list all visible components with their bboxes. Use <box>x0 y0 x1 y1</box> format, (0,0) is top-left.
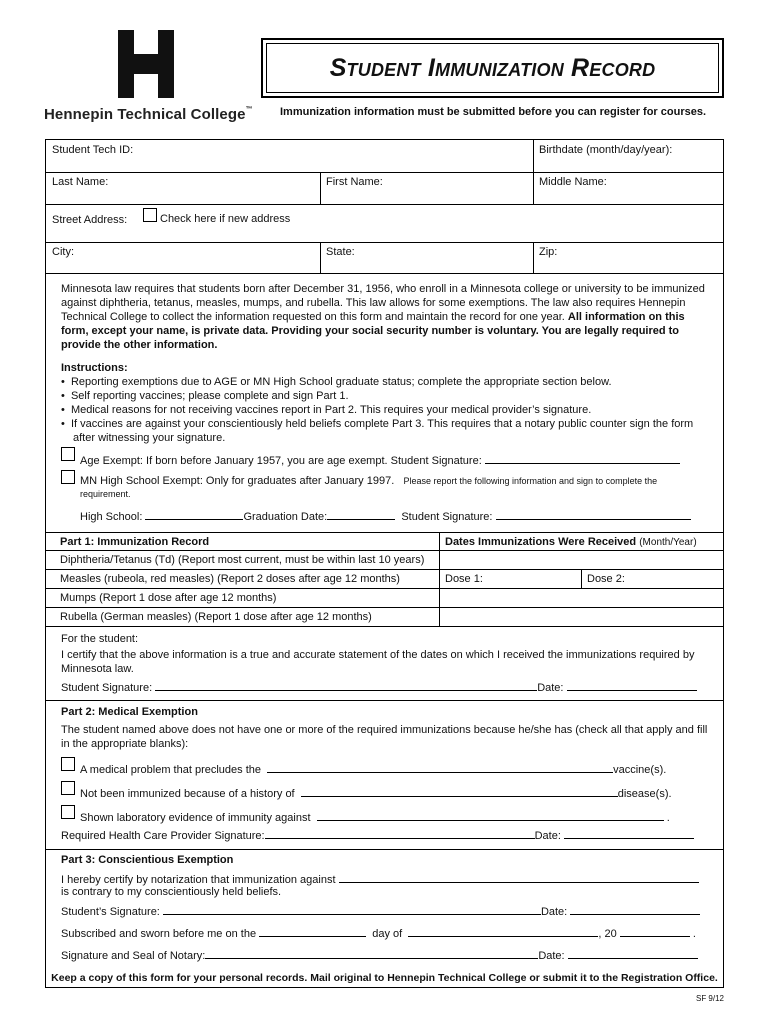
part1-signature-row[interactable]: Student Signature: Date: <box>61 680 697 694</box>
row-diphtheria: Diphtheria/Tetanus (Td) (Report most current, must be within last 10 years) <box>60 554 425 566</box>
measles-dose1[interactable]: Dose 1: <box>445 573 483 585</box>
form-code: SF 9/12 <box>695 994 724 1003</box>
last-name-field[interactable]: Last Name: <box>52 176 109 188</box>
street-address-field[interactable]: Street Address: <box>52 214 128 226</box>
measles-dose2[interactable]: Dose 2: <box>587 573 625 585</box>
instructions-list: • Reporting exemptions due to AGE or MN High School graduate status; complete the appropriate section below. • Self reporting vaccines; please complete and sign Part 1. • Medical reasons for not receiving vaccines report in Part 2. This requires your medical provider’s signature. • If vaccines are against your conscientiously held beliefs complete Part 3. This requires that a notary public counter sign the form after witnessing your signature. <box>61 376 694 444</box>
mn-high-school-exempt-label: MN High School Exempt: Only for graduates after January 1997. Please report the following information and sign to complete the <box>80 475 658 487</box>
title-box <box>261 38 724 98</box>
state-field[interactable]: State: <box>326 246 355 258</box>
medical-problem-checkbox[interactable] <box>61 757 75 771</box>
footer-note: Keep a copy of this form for your personal records. Mail original to Hennepin Technical College or submit it to the Registration Office. <box>51 972 718 984</box>
lab-evidence-row: Shown laboratory evidence of immunity against . <box>80 812 670 824</box>
part3-heading: Part 3: Conscientious Exemption <box>61 854 234 866</box>
not-immunized-row: Not been immunized because of a history of disease(s). <box>80 788 672 800</box>
row-measles: Measles (rubeola, red measles) (Report 2 doses after age 12 months) <box>60 573 400 585</box>
instructions-heading: Instructions: <box>61 362 128 374</box>
part2-heading: Part 2: Medical Exemption <box>61 706 198 718</box>
row-mumps: Mumps (Report 1 dose after age 12 months) <box>60 592 277 604</box>
sworn-row[interactable]: Subscribed and sworn before me on the day of , 20 . <box>61 928 696 940</box>
middle-name-field[interactable]: Middle Name: <box>539 176 607 188</box>
high-school-row[interactable]: High School: Graduation Date: Student Signature: <box>80 509 691 523</box>
notary-signature-row[interactable]: Signature and Seal of Notary: Date: <box>61 948 698 962</box>
age-exempt-label: Age Exempt: If born before January 1957, you are age exempt. Student Signature: <box>80 453 680 467</box>
college-logo <box>118 30 174 98</box>
mn-high-school-exempt-checkbox[interactable] <box>61 470 75 484</box>
row-rubella: Rubella (German measles) (Report 1 dose after age 12 months) <box>60 611 372 623</box>
student-tech-id-field[interactable]: Student Tech ID: <box>52 144 134 156</box>
certification: For the student: I certify that the above information is a true and accurate statement of the dates on which I received the immunizations required by Minnesota law. <box>61 633 695 675</box>
college-name: Hennepin Technical College™ <box>44 106 253 123</box>
part3-certify-row[interactable]: I hereby certify by notarization that immunization against <box>61 872 699 886</box>
dates-heading: Dates Immunizations Were Received (Month/Year) <box>445 536 697 548</box>
first-name-field[interactable]: First Name: <box>326 176 383 188</box>
part3-student-signature-row[interactable]: Student’s Signature: Date: <box>61 904 700 918</box>
age-exempt-checkbox[interactable] <box>61 447 75 461</box>
part1-heading: Part 1: Immunization Record <box>60 536 210 548</box>
part2-text: The student named above does not have one or more of the required immunizations because he/she has (check all that apply and fill in the appropriate blanks): <box>61 724 708 750</box>
birthdate-field[interactable]: Birthdate (month/day/year): <box>539 144 673 156</box>
registration-notice: Immunization information must be submitted before you can register for courses. <box>280 106 707 118</box>
lab-evidence-checkbox[interactable] <box>61 805 75 819</box>
city-field[interactable]: City: <box>52 246 74 258</box>
page-title: Student Immunization Record <box>329 53 656 82</box>
provider-signature-row[interactable]: Required Health Care Provider Signature: Date: <box>61 828 694 842</box>
immunization-form <box>45 139 724 988</box>
mn-note-continued: requirement. <box>80 489 131 499</box>
legal-notice: Minnesota law requires that students born after December 31, 1956, who enroll in a Minnesota college or university to be immunized against diphtheria, tetanus, measles, mumps, and rubella. This law allows for some exemptions. The law also requires Hennepin Technical College to collect the information requested on this form and maintain the record for one year. All information on this form, except your name, is private data. Providing your social security number is voluntary. You are legally required to provide the other information. <box>61 283 705 351</box>
zip-field[interactable]: Zip: <box>539 246 558 258</box>
not-immunized-checkbox[interactable] <box>61 781 75 795</box>
part3-certify-continued: is contrary to my conscientiously held beliefs. <box>61 886 282 898</box>
new-address-label: Check here if new address <box>160 213 291 225</box>
medical-problem-row: A medical problem that precludes the vaccine(s). <box>80 764 667 776</box>
new-address-checkbox[interactable] <box>143 208 157 222</box>
